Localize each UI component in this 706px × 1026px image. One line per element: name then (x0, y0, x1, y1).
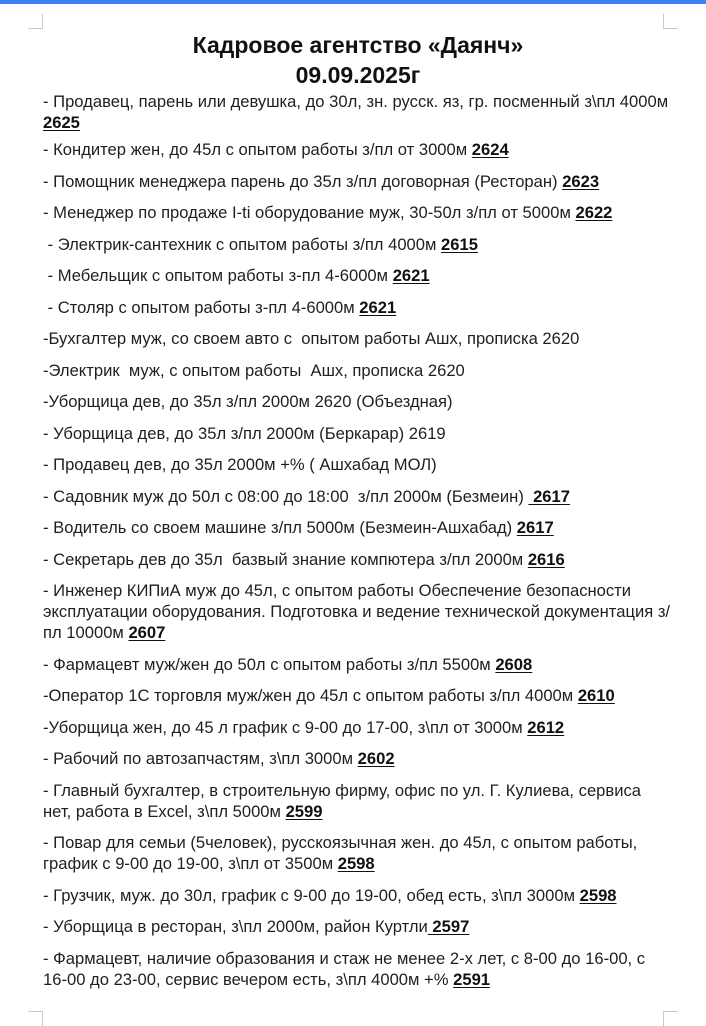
job-description: - Секретарь дев до 35л базвый знание компютера з/пл 2000м (43, 549, 528, 569)
job-description: - Электрик-сантехник с опытом работы з/пл 4000м (43, 234, 442, 254)
job-description: - Грузчик, муж. до 30л, график с 9-00 до 19-00, обед есть, з\пл 3000м (43, 885, 580, 905)
job-listing (43, 948, 673, 990)
job-description: - Кондитер жен, до 45л с опытом работы з/пл от 3000м (43, 140, 472, 159)
page-corner-mark-top-left (28, 14, 43, 29)
job-code: 2599 (285, 801, 323, 821)
job-description: -Оператор 1С торговля муж/жен до 45л с опытом работы з/пл 4000м (43, 686, 578, 705)
job-listing (43, 916, 673, 937)
job-description: - Продавец дев, до 35л 2000м +% ( Ашхабад МОЛ) (43, 455, 437, 474)
job-code: 2617 (528, 486, 570, 506)
job-listing (43, 202, 673, 223)
job-description: - Менеджер по продаже I-ti оборудование муж, 30-50л з/пл от 5000м (43, 203, 576, 222)
job-code: 2622 (575, 203, 613, 222)
job-code: 2591 (453, 969, 491, 989)
job-listing (43, 832, 673, 874)
job-listing (43, 454, 673, 475)
job-description: - Мебельщик с опытом работы з-пл 4-6000м (43, 266, 393, 285)
job-description: - Садовник муж до 50л с 08:00 до 18:00 з/пл 2000м (Безмеин) (43, 486, 529, 506)
job-listing (43, 517, 673, 538)
top-accent-bar (0, 0, 706, 4)
job-listing (43, 423, 673, 444)
job-code: 2624 (471, 140, 509, 159)
job-listing (43, 91, 673, 133)
job-description: - Фармацевт, наличие образования и стаж не менее 2-х лет, с 8-00 до 16-00, с 16-00 до 23-00, сервис вечером есть, з\пл 4000м +% (43, 948, 646, 989)
job-code: 2608 (495, 654, 533, 674)
job-listing (43, 885, 673, 906)
job-code: 2598 (337, 854, 375, 873)
job-listings (43, 91, 673, 990)
job-description: - Повар для семьи (5человек), русскоязычная жен. до 45л, с опытом работы, график с 9-00 до 19-00, з\пл от 3500м (43, 833, 638, 873)
job-listing (43, 234, 673, 255)
job-listing (43, 685, 673, 706)
job-description: - Инженер КИПиА муж до 45л, с опытом работы Обеспечение безопасности эксплуатации оборудования. Подготовка и ведение технической документация з/пл 10000м (43, 581, 671, 642)
document-title-agency: Кадровое агентство «Даянч» (192, 32, 524, 58)
job-listing (43, 748, 673, 769)
job-description: -Уборщица жен, до 45 л график с 9-00 до 17-00, з\пл от 3000м (43, 717, 528, 737)
job-listing (43, 654, 673, 675)
job-code: 2621 (392, 266, 430, 285)
job-listing (43, 549, 673, 570)
page-corner-mark-top-right (663, 14, 678, 29)
job-code: 2610 (577, 686, 615, 705)
job-listing (43, 717, 673, 738)
job-description: - Столяр с опытом работы з-пл 4-6000м (43, 297, 360, 317)
job-listing (43, 580, 673, 643)
job-description: - Главный бухгалтер, в строительную фирму, офис по ул. Г. Кулиева, сервиса нет, работа в Excel, з\пл 5000м (43, 780, 642, 821)
job-listing (43, 139, 673, 160)
job-description: -Уборщица дев, до 35л з/пл 2000м 2620 (Объездная) (43, 392, 453, 411)
job-code: 2612 (527, 717, 565, 737)
job-description: -Бухгалтер муж, со своем авто с опытом работы Ашх, прописка 2620 (43, 329, 580, 348)
document-title (43, 30, 673, 90)
document-page (43, 30, 673, 1000)
job-listing (43, 265, 673, 286)
job-description: - Уборщица в ресторан, з\пл 2000м, район Куртли (43, 917, 428, 936)
job-listing (43, 780, 673, 822)
job-code: 2615 (441, 234, 478, 254)
job-code: 2598 (579, 885, 617, 905)
job-description: - Фармацевт муж/жен до 50л с опытом работы з/пл 5500м (43, 654, 496, 674)
job-description: - Помощник менеджера парень до 35л з/пл договорная (Ресторан) (43, 171, 563, 191)
job-listing (43, 391, 673, 412)
job-description: -Электрик муж, с опытом работы Ашх, прописка 2620 (43, 360, 465, 380)
job-code: 2621 (359, 297, 397, 317)
job-listing (43, 486, 673, 507)
job-description: - Уборщица дев, до 35л з/пл 2000м (Беркарар) 2619 (43, 423, 446, 443)
job-code: 2623 (562, 171, 600, 191)
document-title-date: 09.09.2025г (295, 62, 421, 88)
job-code: 2625 (43, 113, 80, 132)
job-listing (43, 171, 673, 192)
job-listing (43, 360, 673, 381)
job-description: - Продавец, парень или девушка, до 30л, зн. русск. яз, гр. посменный з\пл 4000м (43, 92, 669, 111)
job-code: 2607 (128, 623, 166, 642)
job-description: - Рабочий по автозапчастям, з\пл 3000м (43, 749, 358, 768)
job-code: 2602 (357, 749, 395, 768)
job-code: 2617 (516, 518, 554, 537)
job-code: 2616 (527, 549, 565, 569)
job-description: - Водитель со своем машине з/пл 5000м (Безмеин-Ашхабад) (43, 518, 517, 537)
job-listing (43, 297, 673, 318)
job-listing (43, 328, 673, 349)
job-code: 2597 (427, 917, 470, 936)
